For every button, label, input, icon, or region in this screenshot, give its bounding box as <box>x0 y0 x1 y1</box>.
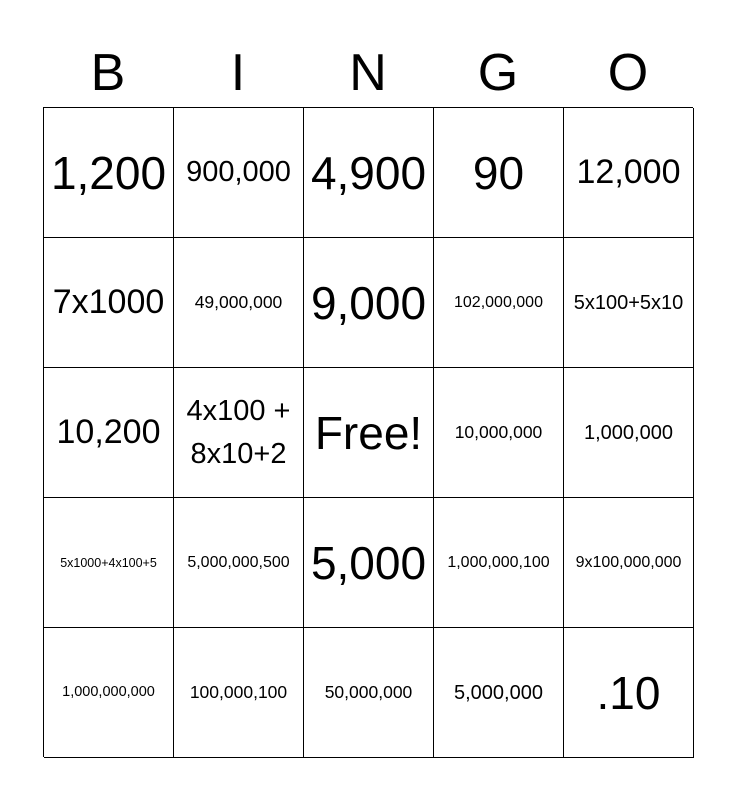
bingo-cell-r5-c2: 100,000,100 <box>174 628 304 758</box>
header-letter-b: B <box>90 44 126 102</box>
bingo-cell-r3-c3-free: Free! <box>304 368 434 498</box>
bingo-cell-r4-c4: 1,000,000,100 <box>434 498 564 628</box>
bingo-cell-r4-c2: 5,000,000,500 <box>174 498 304 628</box>
bingo-cell-r5-c1: 1,000,000,000 <box>44 628 174 758</box>
bingo-cell-r2-c2: 49,000,000 <box>174 238 304 368</box>
bingo-cell-r1-c2: 900,000 <box>174 108 304 238</box>
bingo-cell-r4-c5: 9x100,000,000 <box>564 498 694 628</box>
bingo-cell-r5-c4: 5,000,000 <box>434 628 564 758</box>
bingo-header <box>43 40 693 106</box>
bingo-cell-r3-c5: 1,000,000 <box>564 368 694 498</box>
bingo-cell-r3-c1: 10,200 <box>44 368 174 498</box>
header-letter-g: G <box>477 44 519 102</box>
bingo-cell-r4-c3: 5,000 <box>304 498 434 628</box>
bingo-cell-r1-c4: 90 <box>434 108 564 238</box>
header-letter-n: N <box>349 44 387 102</box>
bingo-cell-r2-c5: 5x100+5x10 <box>564 238 694 368</box>
bingo-cell-r1-c5: 12,000 <box>564 108 694 238</box>
bingo-cell-r1-c1: 1,200 <box>44 108 174 238</box>
header-letter-i: I <box>230 44 246 102</box>
bingo-cell-r2-c3: 9,000 <box>304 238 434 368</box>
bingo-cell-r2-c4: 102,000,000 <box>434 238 564 368</box>
bingo-cell-r1-c3: 4,900 <box>304 108 434 238</box>
bingo-card-grid <box>43 107 693 757</box>
bingo-cell-r5-c3: 50,000,000 <box>304 628 434 758</box>
bingo-cell-r3-c4: 10,000,000 <box>434 368 564 498</box>
bingo-cell-r5-c5: .10 <box>564 628 694 758</box>
bingo-cell-r3-c2: 4x100 + 8x10+2 <box>174 368 304 498</box>
bingo-cell-r4-c1: 5x1000+4x100+5 <box>44 498 174 628</box>
bingo-cell-r2-c1: 7x1000 <box>44 238 174 368</box>
header-letter-o: O <box>607 44 649 102</box>
